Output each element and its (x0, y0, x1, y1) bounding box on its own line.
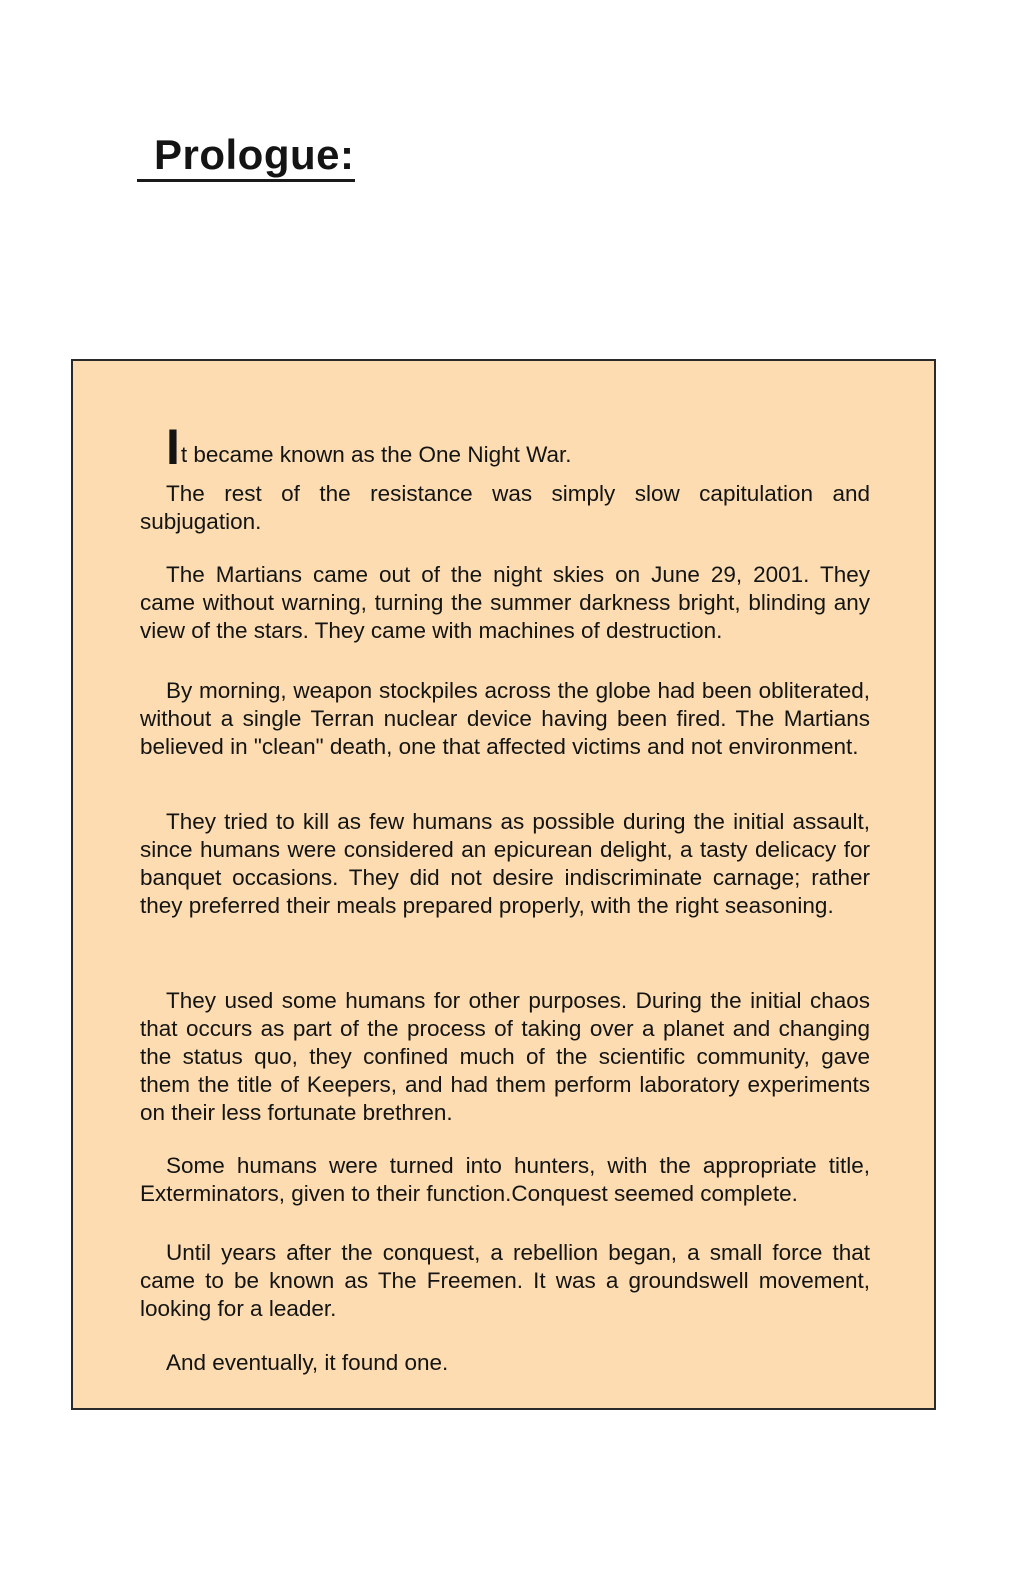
paragraph-4: By morning, weapon stockpiles across the globe had been obliterated, without a single Terran nuclear device having been fired. The Martians believed in "clean" death, one that affected victims and not environment. (140, 678, 870, 759)
paragraph-7: Some humans were turned into hunters, with the appropriate title, Exterminators, given to their function.Conquest seemed complete. (140, 1153, 870, 1206)
paragraph-5: They tried to kill as few humans as possible during the initial assault, since humans were considered an epicurean delight, a tasty delicacy for banquet occasions. They did not desire indiscriminate carnage; rather they preferred their meals prepared properly, with the right seasoning. (140, 809, 870, 918)
paragraph-9: And eventually, it found one. (166, 1350, 449, 1375)
drop-cap: I (166, 419, 180, 475)
paragraph-6: They used some humans for other purposes. During the initial chaos that occurs as part of the process of taking over a planet and changing the status quo, they confined much of the scientific community, gave them the title of Keepers, and had them perform laboratory experiments on their less fortunate brethren. (140, 988, 870, 1125)
paragraph-2: The rest of the resistance was simply slow capitulation and subjugation. (140, 481, 870, 534)
paragraph-8: Until years after the conquest, a rebellion began, a small force that came to be known as The Freemen. It was a groundswell movement, looking for a leader. (140, 1240, 870, 1321)
page-title: Prologue: (154, 131, 355, 178)
paragraph-1 (166, 419, 896, 475)
title-underline (137, 179, 355, 182)
paragraph-1-text: t became known as the One Night War. (180, 442, 572, 467)
paragraph-3: The Martians came out of the night skies on June 29, 2001. They came without warning, turning the summer darkness bright, blinding any view of the stars. They came with machines of destruction. (140, 562, 870, 643)
